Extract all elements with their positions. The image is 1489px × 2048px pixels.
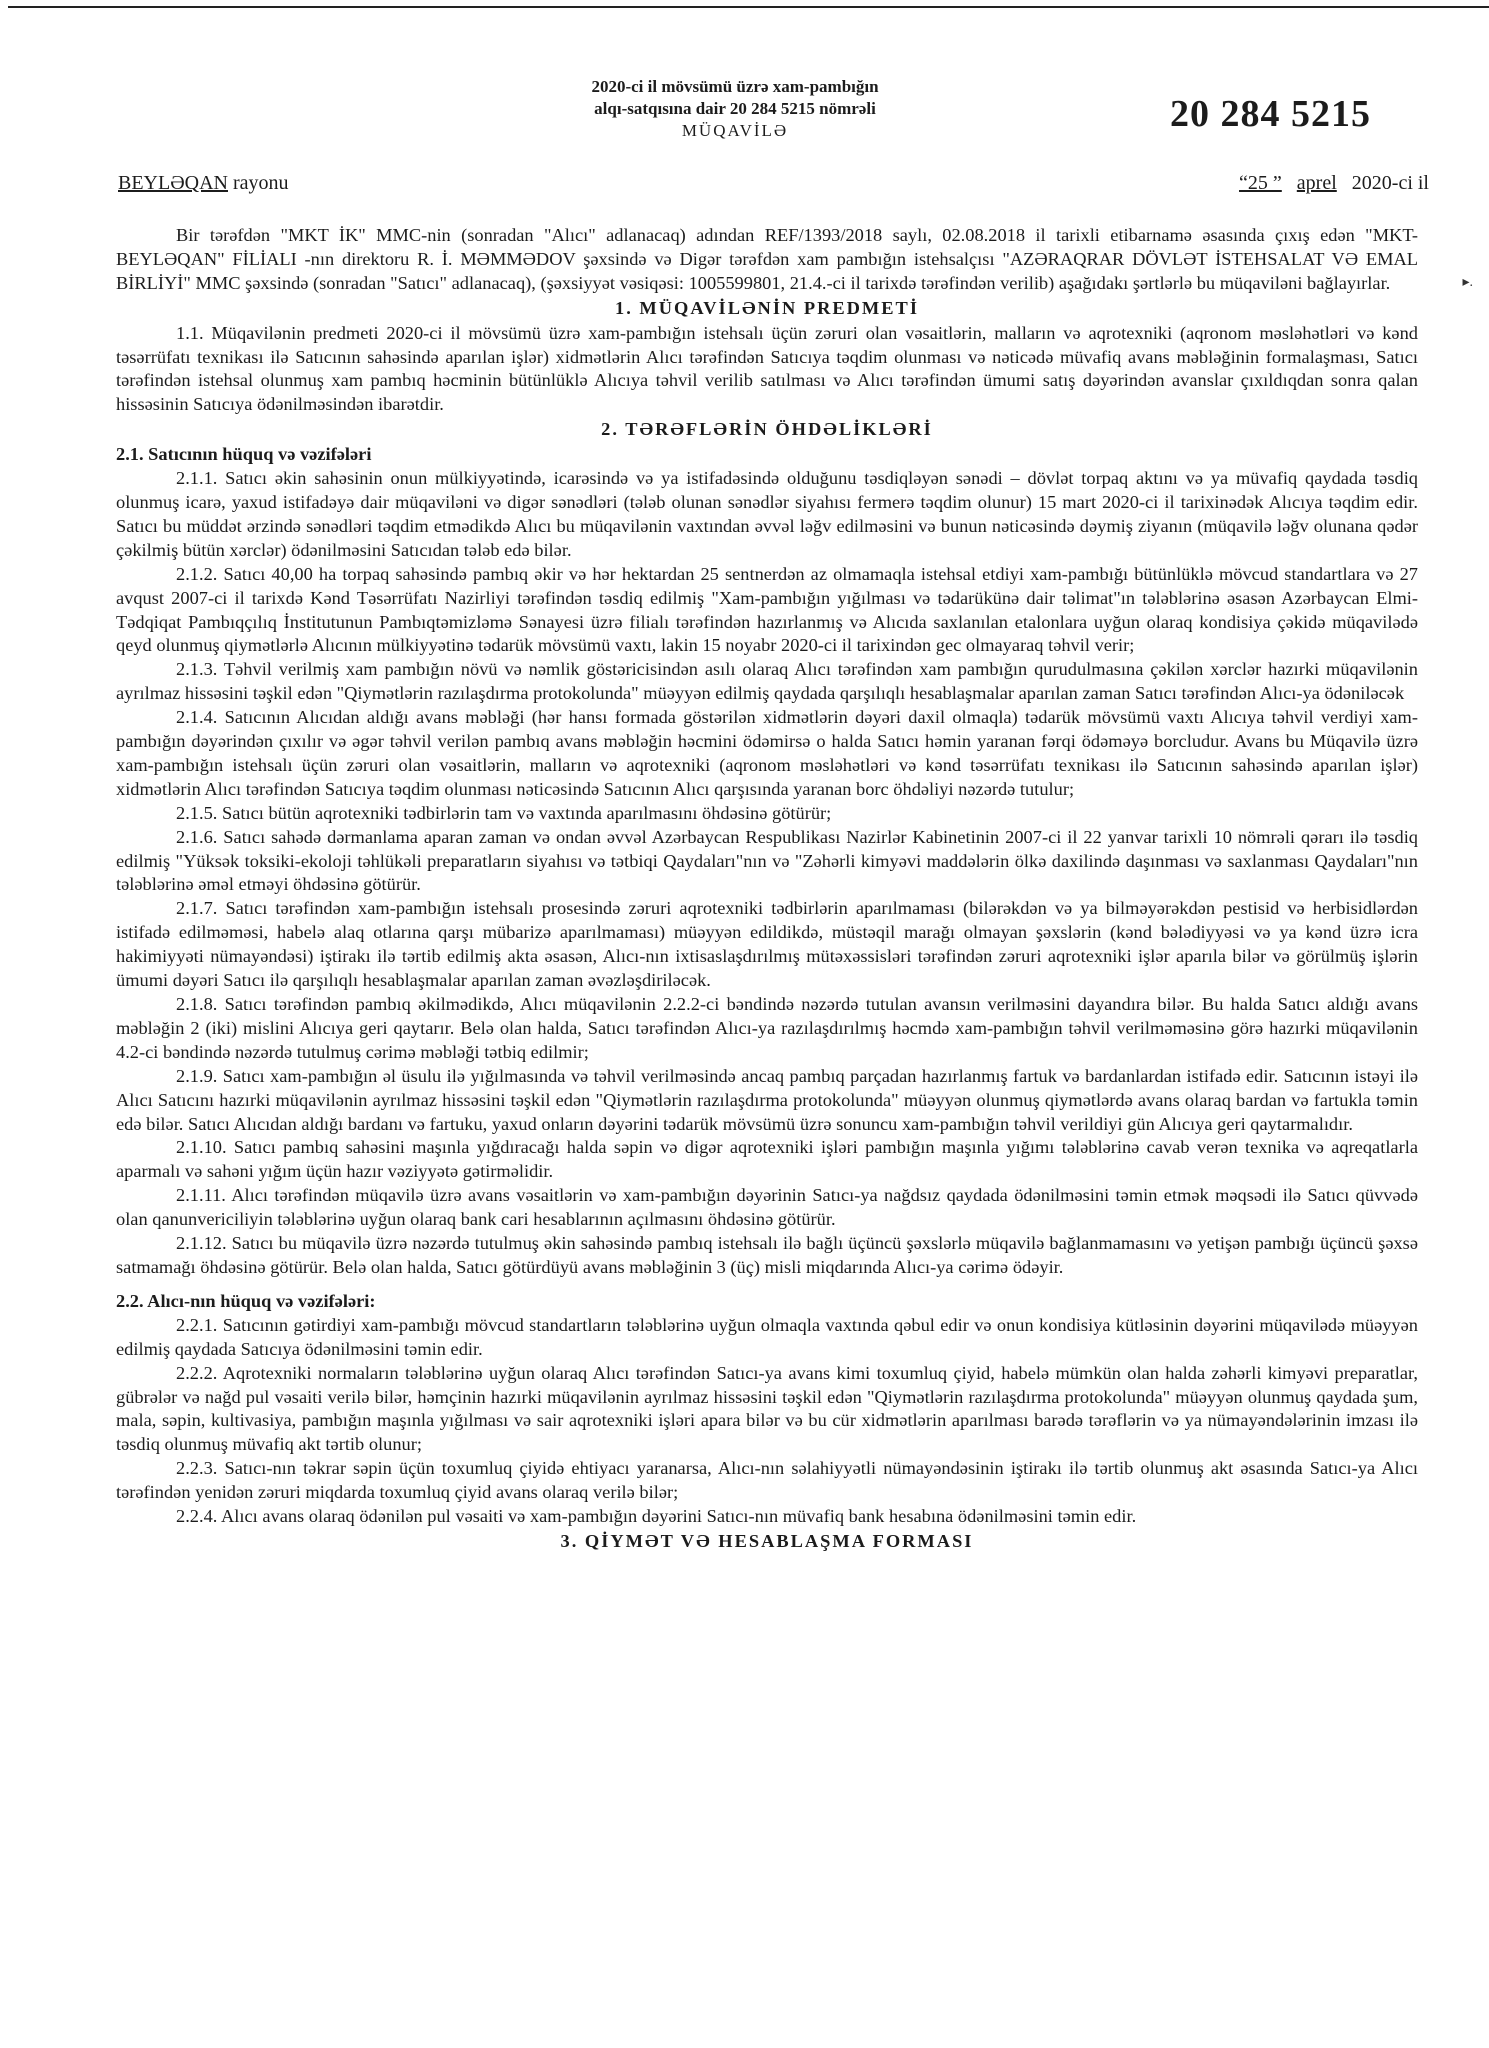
clause-1-1: 1.1. Müqavilənin predmeti 2020-ci il mövsümü üzrə xam-pambığın istehsalı üçün zəruri olan vəsaitlərin, malların və aqrotexniki (aqronom məsləhətləri və kənd təsərrüfatı texnikası ilə Satıcının sahəsində aparılan işlər) xidmətlərin Alıcı tərəfindən Satıcıya təqdim olunması və nəticədə müvafiq avans məbləğinin formalaşması, Satıcı tərəfindən istehsal olunmuş xam pambıq həcminin bütünlüklə Alıcıya təhvil verilib satılması və Alıcı tərəfindən ümumi satış dəyərindən avanslar çıxıldıqdan sonra qalan hissəsinin Satıcıya ödənilməsindən ibarətdir.	[116, 322, 1418, 415]
section-2-title: 2. TƏRƏFLƏRİN ÖHDƏLİKLƏRİ	[601, 419, 933, 440]
document-title: MÜQAVİLƏ	[681, 121, 789, 140]
clause-2-1-9: 2.1.9. Satıcı xam-pambığın əl üsulu ilə yığılmasında və təhvil verilməsində ancaq pambıq parçadan hazırlanmış fartuk və bardanlardan istifadə edir. Satıcının istəyi ilə Alıcı Satıcını hazırki müqavilənin ayrılmaz hissəsini təşkil edən "Qiymətlərin razılaşdırma protokolunda" müəyyən olunmuş qiymətlərdə avans olaraq bardan və fartukla təmin edə bilər. Satıcı Alıcıdan aldığı bardanı və fartuku, yaxud onların dəyərini tədarük mövsümü üzrə sonuncu xam-pambığın təhvil verildiyi gün Alıcıya geri qaytarmalıdır.	[116, 1065, 1418, 1134]
clause-2-2-2: 2.2.2. Aqrotexniki normaların tələblərinə uyğun olaraq Alıcı tərəfindən Satıcı-ya avans kimi toxumluq çiyid, habelə mümkün olan halda zəhərli kimyəvi preparatlar, gübrələr və nağd pul vəsaiti verilə bilər, həmçinin hazırki müqavilənin ayrılmaz hissəsini təşkil edən "Qiymətlərin razılaşdırma protokolunda" müəyyən olunmuş qaydada şum, mala, səpin, kultivasiya, pambığın maşınla yığılması və sair aqrotexniki işləri apara bilər və bu cür xidmətlərin aparılması barədə tərəflərin və ya nümayəndələrinin imzası ilə təsdiq olunmuş müvafiq akt tərtib olunur;	[116, 1362, 1418, 1455]
date-day: “25 ”	[1239, 172, 1282, 194]
document-header	[540, 76, 930, 142]
subsection-2-1-title: 2.1. Satıcının hüquq və vəzifələri	[116, 444, 372, 465]
section-1-title: 1. MÜQAVİLƏNİN PREDMETİ	[615, 297, 919, 318]
clause-2-1-5: 2.1.5. Satıcı bütün aqrotexniki tədbirlərin tam və vaxtında aparılmasını öhdəsinə götürür;	[176, 802, 832, 823]
clause-2-1-12: 2.1.12. Satıcı bu müqavilə üzrə nəzərdə tutulmuş əkin sahəsində pambıq istehsalı ilə bağlı üçüncü şəxslərlə müqavilə bağlanmamasını və yetişən pambığı üçüncü şəxsə satmamağı öhdəsinə götürür. Belə olan halda, Satıcı götürdüyü avans məbləğinin 3 (üç) misli miqdarında Alıcı-ya cərimə ödəyir.	[116, 1233, 1418, 1277]
clause-2-1-10: 2.1.10. Satıcı pambıq sahəsini maşınla yığdıracağı halda səpin və digər aqrotexniki işləri pambığın maşınla yığımı tələblərinə cavab verən texnika və aqreqatlarla aparmalı və sahəni yığım üçün hazır vəziyyətə gətirməlidir.	[116, 1137, 1418, 1182]
clause-2-2-1: 2.2.1. Satıcının gətirdiyi xam-pambığı mövcud standartların tələblərinə uyğun olmaqla vaxtında qəbul edir və onun kondisiya kütləsinin dəyərini müqavilədə müəyyən edilmiş qaydada Satıcıya ödənilməsini təmin edir.	[116, 1314, 1418, 1359]
clause-2-2-4: 2.2.4. Alıcı avans olaraq ödənilən pul vəsaiti və xam-pambığın dəyərini Satıcı-nın müvafiq bank hesabına ödənilməsini təmin edir.	[176, 1506, 1137, 1527]
header-line-2: alqı-satqısına dair 20 284 5215 nömrəli	[594, 99, 876, 118]
clause-2-1-3: 2.1.3. Təhvil verilmiş xam pambığın növü və nəmlik göstəricisindən asılı olaraq Alıcı tərəfindən xam pambığın qurudulmasına çəkilən xərclər hazırki müqavilənin ayrılmaz hissəsini təşkil edən "Qiymətlərin razılaşdırma protokolunda" müəyyən edilmiş qaydada qarşılıqlı hesablaşmalar aparılan zaman Satıcı tərəfindən Alıcı-ya ödəniləcək	[116, 659, 1418, 704]
date-year: 2020-ci il	[1351, 172, 1429, 194]
clause-2-2-3: 2.2.3. Satıcı-nın təkrar səpin üçün toxumluq çiyidə ehtiyacı yaranarsa, Alıcı-nın səlahiyyətli nümayəndəsinin iştirakı ilə tərtib olunmuş akt əsasında Satıcı-ya Alıcı tərəfindən yenidən zəruri miqdarda toxumluq çiyid avans olaraq verilə bilər;	[116, 1458, 1418, 1503]
date-month: aprel	[1296, 172, 1337, 194]
clause-2-1-11: 2.1.11. Alıcı tərəfindən müqavilə üzrə avans vəsaitlərin və xam-pambığın dəyərinin Satıcı-ya nağdsız qaydada ödənilməsini təmin etmək məqsədi ilə Satıcı qüvvədə olan qanunvericiliyin tələblərinə uyğun olaraq bank cari hesablarının açılmasını öhdəsinə götürür.	[116, 1185, 1418, 1230]
place-line	[118, 172, 289, 195]
contract-date	[1239, 172, 1429, 195]
region-name: BEYLƏQAN	[118, 172, 228, 194]
page-top-border	[8, 6, 1489, 8]
contract-body	[116, 224, 1418, 1555]
margin-mark: ▸.	[1462, 275, 1473, 290]
clause-2-1-1: 2.1.1. Satıcı əkin sahəsinin onun mülkiyyətində, icarəsində və ya istifadəsində olduğunu təsdiqləyən sənədi – dövlət torpaq aktını və ya müvafiq qaydada təsdiq olunmuş icarə, yaxud istifadəyə dair müqaviləni və digər sənədləri (tələb olunan sənədlər siyahısı fermerə təqdim olunur) 15 mart 2020-ci il tarixinədək Alıcıya təqdim edir. Satıcı bu müddət ərzində sənədləri təqdim etmədikdə Alıcı bu müqavilənin vaxtından əvvəl ləğv edilməsini və bunun nəticəsində dəymiş ziyanın (müqavilə ləğv olunana qədər çəkilmiş bütün xərclər) ödənilməsini Satıcıdan tələb edə bilər.	[116, 468, 1418, 560]
contract-number: 20 284 5215	[1170, 93, 1371, 135]
clause-2-1-4: 2.1.4. Satıcının Alıcıdan aldığı avans məbləği (hər hansı formada göstərilən xidmətlərin dəyəri daxil olmaqla) tədarük mövsümü vaxtı Alıcıya təhvil verdiyi xam-pambığın dəyərindən çıxılır və əgər təhvil verilən pambıq avans məbləğin həcmini ödəmirsə o halda Satıcı həmin yaranan fərqi ödəməyə borcludur. Avans bu Müqavilə üzrə xam-pambığın istehsalı üçün zəruri olan vəsaitlərin, malların və aqrotexniki (aqronom məsləhətləri və kənd təsərrüfatı texnikası ilə Satıcının sahəsində aparılan işlər) xidmətlərin Alıcı tərəfindən Satıcıya təqdim olunması nəticəsində Satıcının Alıcı qarşısında yaranan borc öhdəliyi nəzərdə tutulur;	[116, 707, 1418, 799]
region-suffix: rayonu	[233, 172, 289, 194]
subsection-2-2-title: 2.2. Alıcı-nın hüquq və vəzifələri:	[116, 1290, 376, 1311]
preamble: Bir tərəfdən "MKT İK" MMC-nin (sonradan "Alıcı" adlanacaq) adından REF/1393/2018 saylı, 02.08.2018 il tarixli etibarnamə əsasında çıxış edən "MKT-BEYLƏQAN" FİLİALI -nın direktoru R. İ. MƏMMƏDOV şəxsində və Digər tərəfdən xam pambığın istehsalçısı "AZƏRAQRAR DÖVLƏT İSTEHSALAT VƏ EMAL BİRLİYİ" MMC şəxsində (sonradan "Satıcı" adlanacaq), (şəxsiyyət vəsiqəsi: 1005599801, 21.4.-ci il tarixdə tərəfindən verilib) aşağıdakı şərtlərlə bu müqaviləni bağlayırlar.	[116, 225, 1418, 293]
clause-2-1-6: 2.1.6. Satıcı sahədə dərmanlama aparan zaman və ondan əvvəl Azərbaycan Respublikası Nazirlər Kabinetinin 2007-ci il 22 yanvar tarixli 10 nömrəli qərarı ilə təsdiq edilmiş "Yüksək toksiki-ekoloji təhlükəli preparatların siyahısı və tətbiqi Qaydaları"nın və "Zəhərli kimyəvi maddələrin ölkə daxilində daşınması və saxlanması Qaydaları"nın tələblərinə əməl etməyi öhdəsinə götürür.	[116, 826, 1418, 895]
clause-2-1-7: 2.1.7. Satıcı tərəfindən xam-pambığın istehsalı prosesində zəruri aqrotexniki tədbirlərin aparılmaması (bilərəkdən və ya bilməyərəkdən pestisid və herbisidlərdən istifadə edilməməsi, habelə alaq otlarına qarşı mübarizə aparılmaması) müəyyən edildikdə, müstəqil marağı olmayan şəxslərin (kənd bələdiyyəsi və ya kənd üzrə icra hakimiyyəti nümayəndəsi) iştirakı ilə tərtib edilmiş akta əsasən, Alıcı-nın ixtisaslaşdırılmış mütəxəssisləri tərəfindən zəruri aqrotexniki işlər aparıla bilər və görülmüş işlərin ümumi dəyəri Satıcı ilə qarşılıqlı hesablaşmalar aparılan zaman əvəzləşdiriləcək.	[116, 898, 1418, 991]
clause-2-1-8: 2.1.8. Satıcı tərəfindən pambıq əkilmədikdə, Alıcı müqavilənin 2.2.2-ci bəndində nəzərdə tutulan avansın verilməsini dayandıra bilər. Bu halda Satıcı aldığı avans məbləğin 2 (iki) mislini Alıcıya geri qaytarır. Belə olan halda, Satıcı tərəfindən Alıcı-ya razılaşdırılmış həcmdə xam-pambığın təhvil verilməməsinə görə hazırki müqavilənin 4.2-ci bəndində nəzərdə tutulmuş cərimə məbləği tətbiq edilmir;	[116, 994, 1418, 1062]
header-line-1: 2020-ci il mövsümü üzrə xam-pambığın	[591, 77, 879, 96]
section-3-title: 3. QİYMƏT VƏ HESABLAŞMA FORMASI	[560, 1530, 974, 1551]
clause-2-1-2: 2.1.2. Satıcı 40,00 ha torpaq sahəsində pambıq əkir və hər hektardan 25 sentnerdən az olmamaqla istehsal etdiyi xam-pambığı bütünlüklə mövcud standartlara və 27 avqust 2007-ci il tarixdə Kənd Təsərrüfatı Nazirliyi tərəfindən təsdiq edilmiş "Xam-pambığın yığılması və tədarükünə dair təlimat"ın tələblərinə əsasən Azərbaycan Elmi-Tədqiqat Pambıqçılıq İnstitutunun Pambıqtəmizləmə Sənayesi üzrə filialı tərəfindən hazırlanmış və Alıcıda saxlanılan etalonlara uyğun olaraq kondisiya çəkidə müqavilədə qeyd olunmuş qiymətlərlə Alıcının mülkiyyətinə tədarük mövsümü vaxtı, lakin 15 noyabr 2020-ci il tarixindən gec olmayaraq təhvil verir;	[116, 563, 1418, 656]
